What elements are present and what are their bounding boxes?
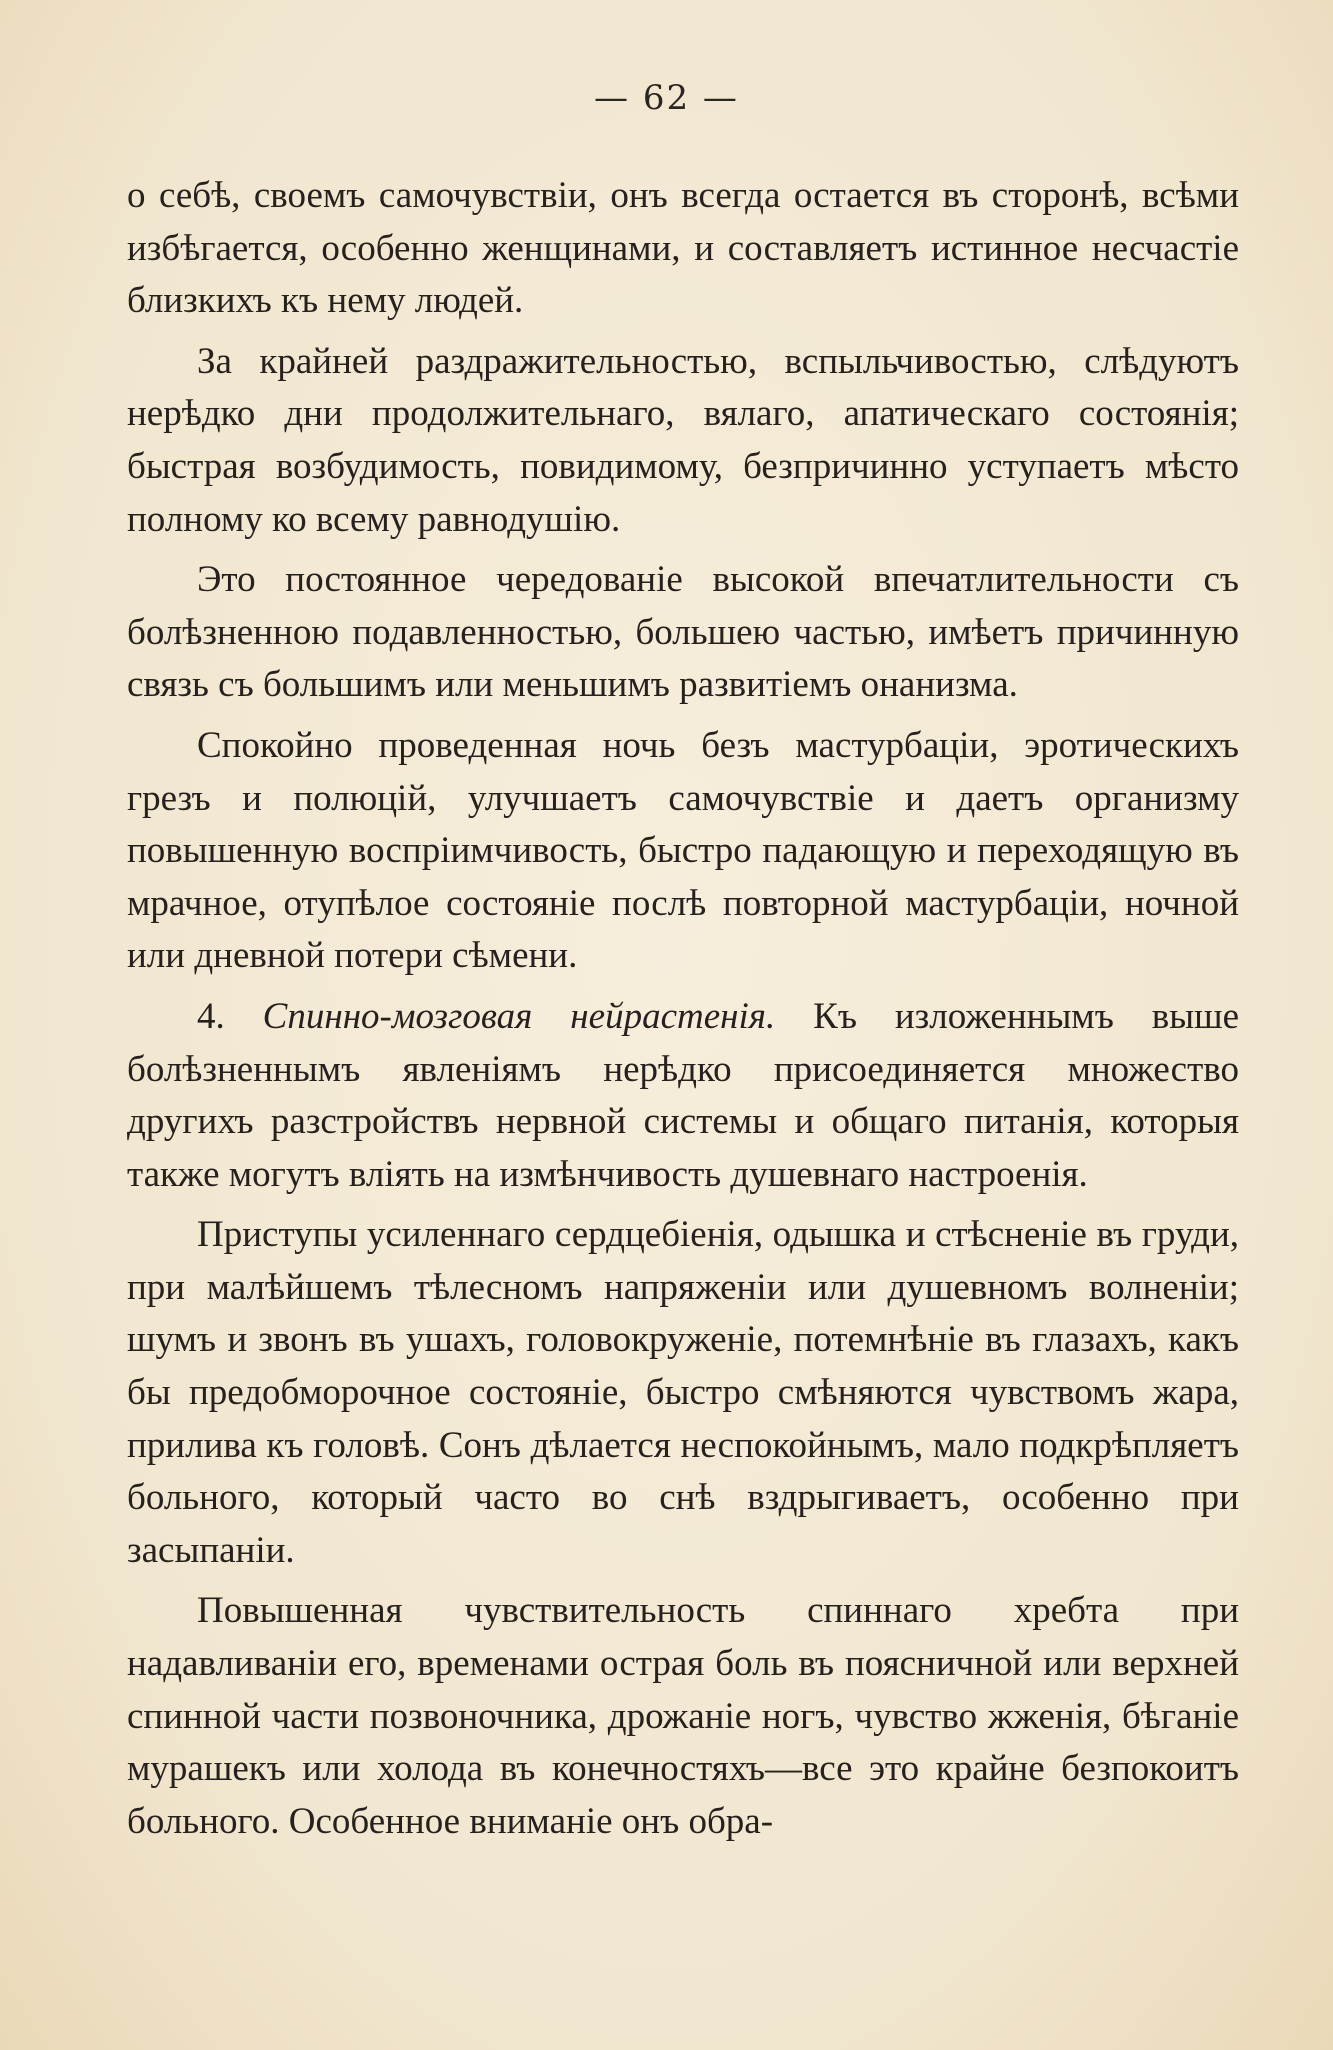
section-text: Къ изложеннымъ выше болѣзненнымъ явленіямъ нерѣдко присоединяется множество другихъ разстройствъ нервной системы и общаго питанія, которыя также могутъ вліять на измѣнчивость душевнаго настроенія. [127, 995, 1240, 1195]
page-body-text [127, 170, 1239, 1856]
paragraph-7: Повышенная чувствительность спиннаго хребта при надавливаніи его, временами острая боль въ поясничной или верхней спинной части позвоночника, дрожаніе ногъ, чувство жженія, бѣганіе мурашекъ или холода въ конечностяхъ—все это крайне безпокоитъ больного. Особенное вниманіе онъ обра- [127, 1590, 1239, 1842]
paragraph-5-section-4 [127, 991, 1239, 1201]
section-heading: Спинно-мозговая нейрастенія. [262, 995, 776, 1037]
paragraph-1: о себѣ, своемъ самочувствіи, онъ всегда остается въ сторонѣ, всѣми избѣгается, особенно женщинами, и составляетъ истинное несчастіе близкихъ къ нему людей. [127, 175, 1239, 322]
paragraph-2: За крайней раздражительностью, вспыльчивостью, слѣдуютъ нерѣдко дни продолжительнаго, вялаго, апатическаго состоянія; быстрая возбудимость, повидимому, безпричинно уступаетъ мѣсто полному ко всему равнодушію. [127, 340, 1239, 540]
paragraph-3: Это постоянное чередованіе высокой впечатлительности съ болѣзненною подавленностью, большею частью, имѣетъ причинную связь съ большимъ или меньшимъ развитіемъ онанизма. [127, 559, 1239, 706]
page-number: — 62 — [594, 78, 739, 118]
section-number: 4. [197, 995, 225, 1037]
paragraph-6: Приступы усиленнаго сердцебіенія, одышка и стѣсненіе въ груди, при малѣйшемъ тѣлесномъ напряженіи или душевномъ волненіи; шумъ и звонъ въ ушахъ, головокруженіе, потемнѣніе въ глазахъ, какъ бы предобморочное состояніе, быстро смѣняются чувствомъ жара, прилива къ головѣ. Сонъ дѣлается неспокойнымъ, мало подкрѣпляетъ больного, который часто во снѣ вздрыгиваетъ, особенно при засыпаніи. [127, 1214, 1239, 1571]
paragraph-4: Спокойно проведенная ночь безъ мастурбаціи, эротическихъ грезъ и полюцій, улучшаетъ самочувствіе и даетъ организму повышенную воспріимчивость, быстро падающую и переходящую въ мрачное, отупѣлое состояніе послѣ повторной мастурбаціи, ночной или дневной потери сѣмени. [127, 724, 1239, 977]
